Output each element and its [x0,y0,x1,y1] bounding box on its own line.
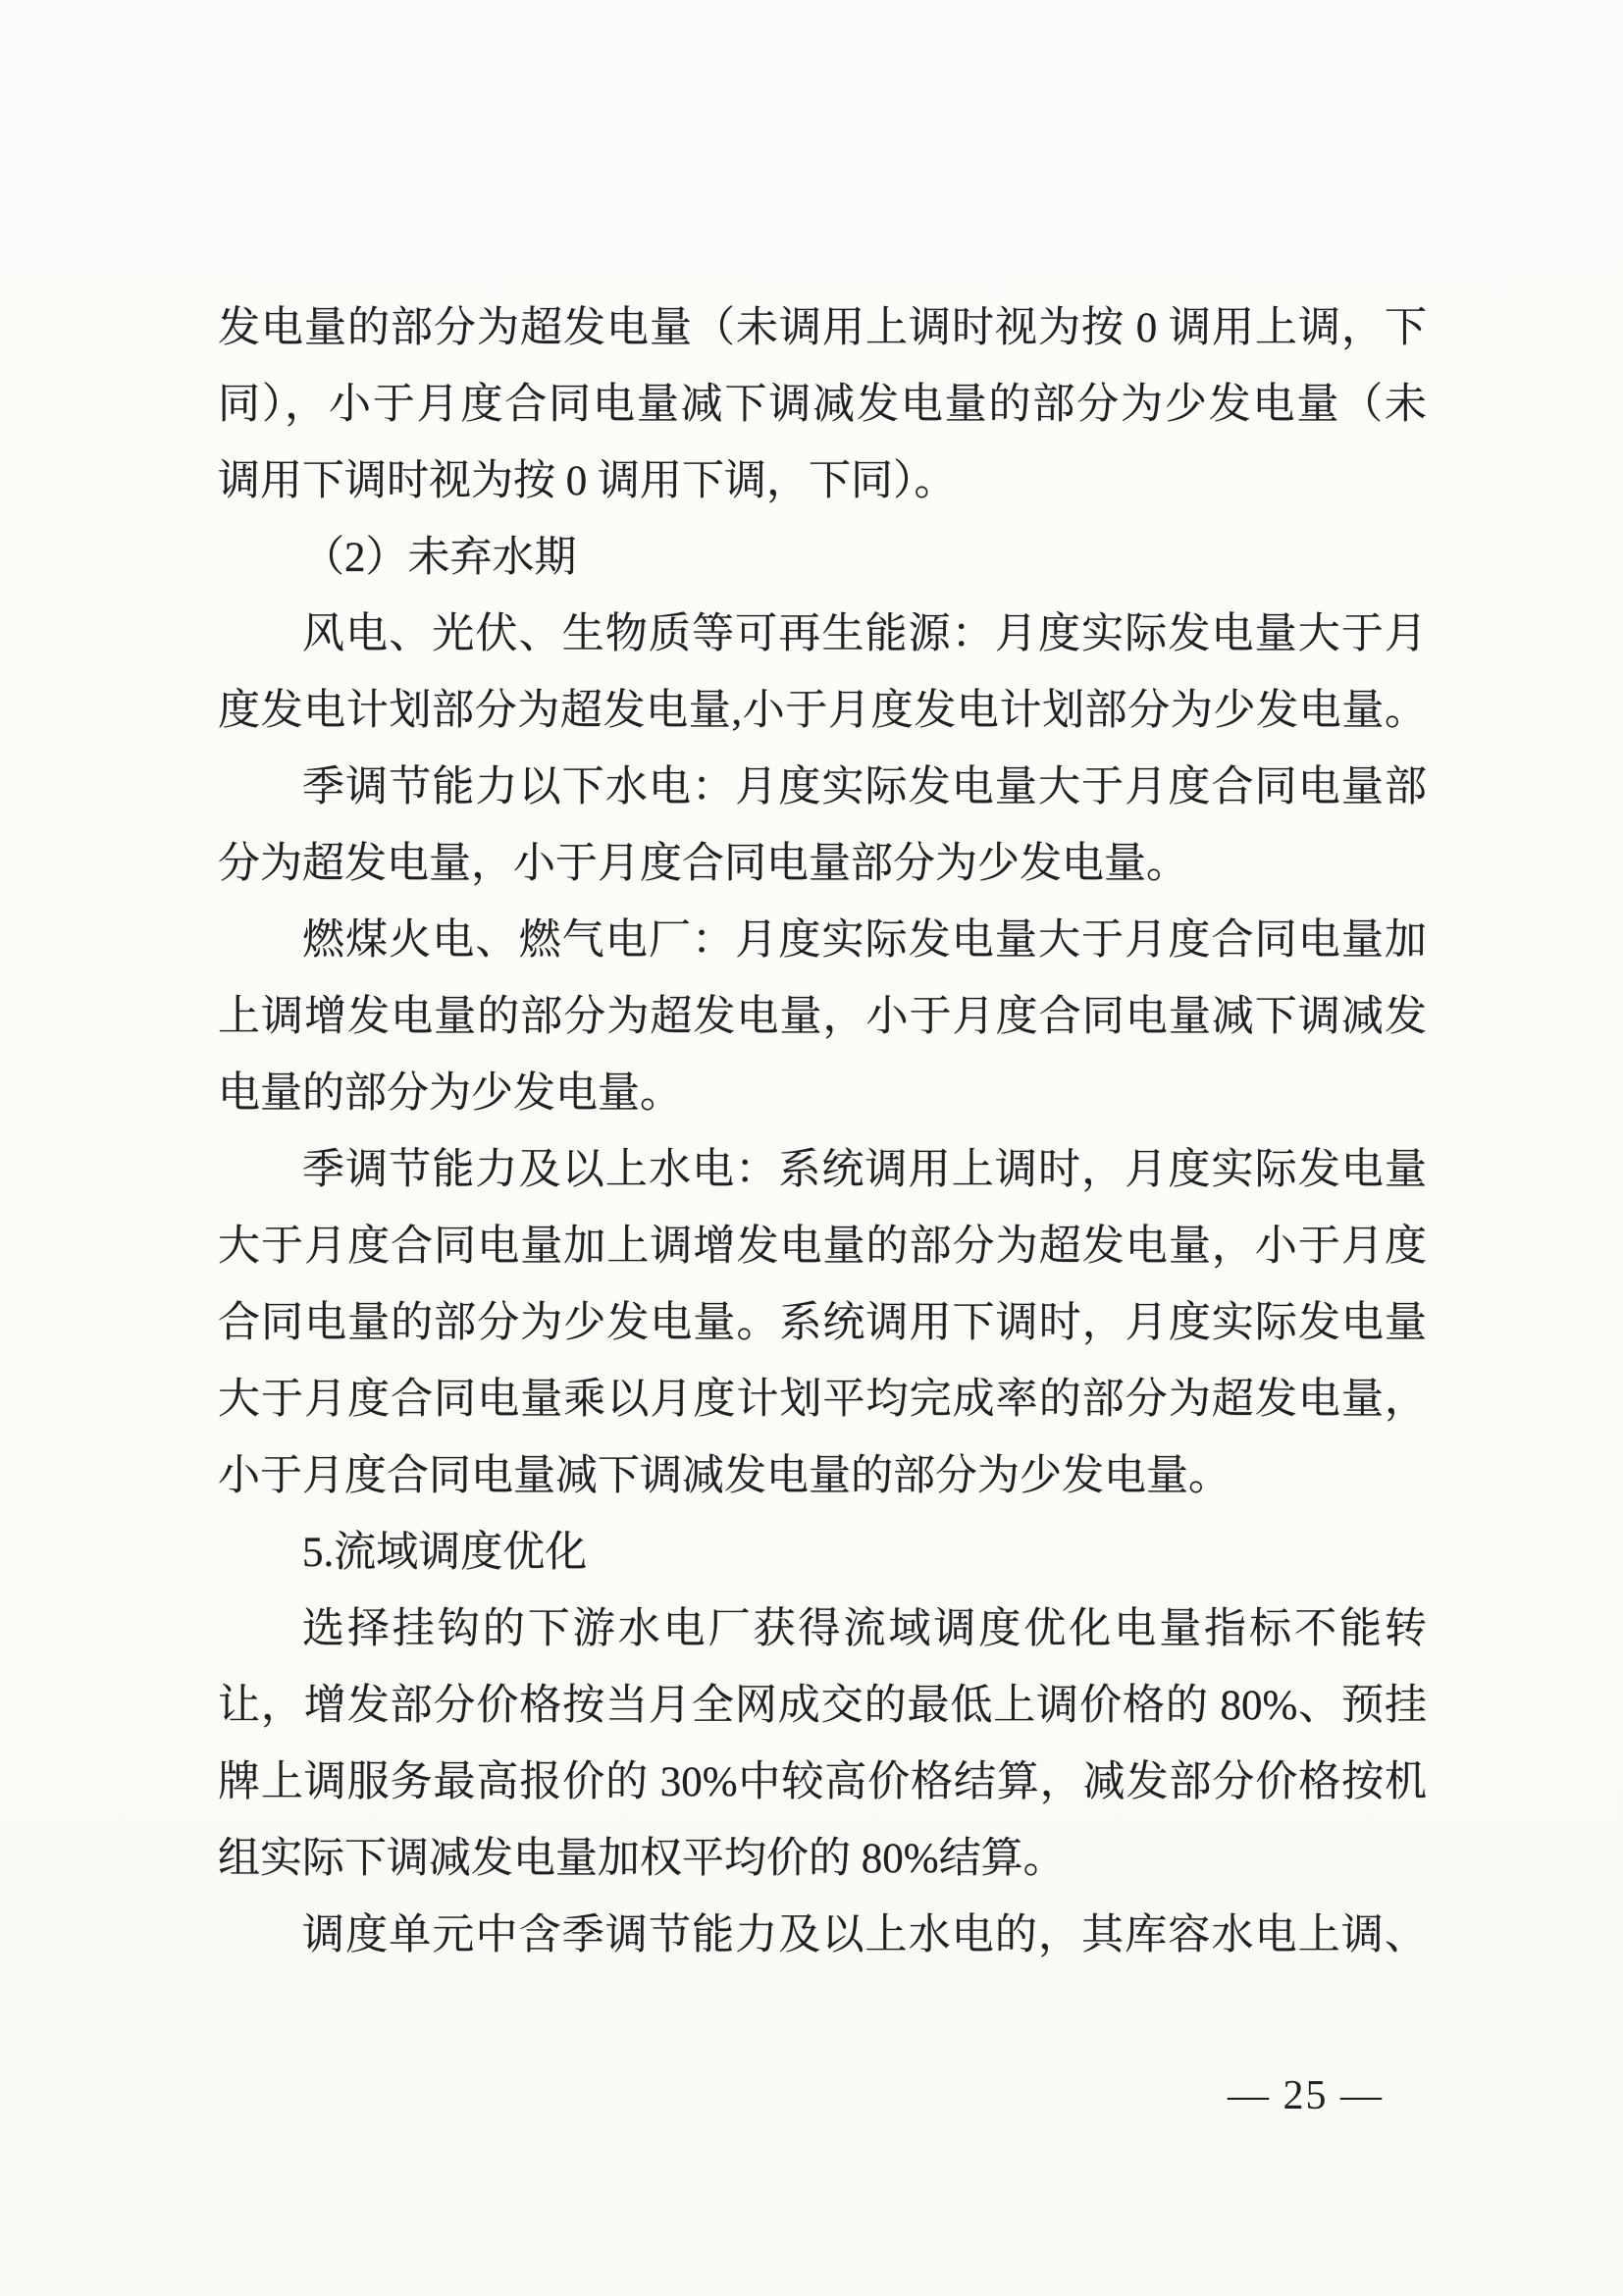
text-line: 大于月度合同电量加上调增发电量的部分为超发电量，小于月度 [218,1224,1427,1270]
text-line: 选择挂钩的下游水电厂获得流域调度优化电量指标不能转 [302,1606,1427,1652]
body-text [218,290,1427,1974]
text-line: 季调节能力以下水电：月度实际发电量大于月度合同电量部 [302,764,1427,810]
text-line: 发电量的部分为超发电量（未调用上调时视为按 0 调用上调，下 [218,305,1427,351]
text-line: 分为超发电量，小于月度合同电量部分为少发电量。 [218,841,1188,887]
text-line: 大于月度合同电量乘以月度计划平均完成率的部分为超发电量， [218,1377,1427,1423]
page-number: — 25 — [1228,2073,1384,2118]
text-line: 燃煤火电、燃气电厂：月度实际发电量大于月度合同电量加 [302,917,1427,964]
text-line: 牌上调服务最高报价的 30%中较高价格结算，减发部分价格按机 [218,1759,1427,1805]
text-line: （2）未弃水期 [302,535,577,581]
text-line: 小于月度合同电量减下调减发电量的部分为少发电量。 [218,1453,1230,1499]
text-line: 度发电计划部分为超发电量,小于月度发电计划部分为少发电量。 [218,688,1427,734]
text-line: 调度单元中含季调节能力及以上水电的，其库容水电上调、 [302,1912,1427,1958]
text-line: 调用下调时视为按 0 调用下调，下同）。 [218,458,957,504]
text-line: 季调节能力及以上水电：系统调用上调时，月度实际发电量 [302,1147,1427,1193]
text-line: 让，增发部分价格按当月全网成交的最低上调价格的 80%、预挂 [218,1683,1427,1729]
text-line: 电量的部分为少发电量。 [218,1070,682,1117]
text-line: 上调增发电量的部分为超发电量，小于月度合同电量减下调减发 [218,994,1427,1040]
text-line: 同），小于月度合同电量减下调减发电量的部分为少发电量（未 [218,382,1427,428]
text-line: 风电、光伏、生物质等可再生能源：月度实际发电量大于月 [302,611,1427,657]
section-heading: 5.流域调度优化 [302,1530,588,1576]
text-line: 合同电量的部分为少发电量。系统调用下调时，月度实际发电量 [218,1300,1427,1346]
text-line: 组实际下调减发电量加权平均价的 80%结算。 [218,1836,1066,1882]
